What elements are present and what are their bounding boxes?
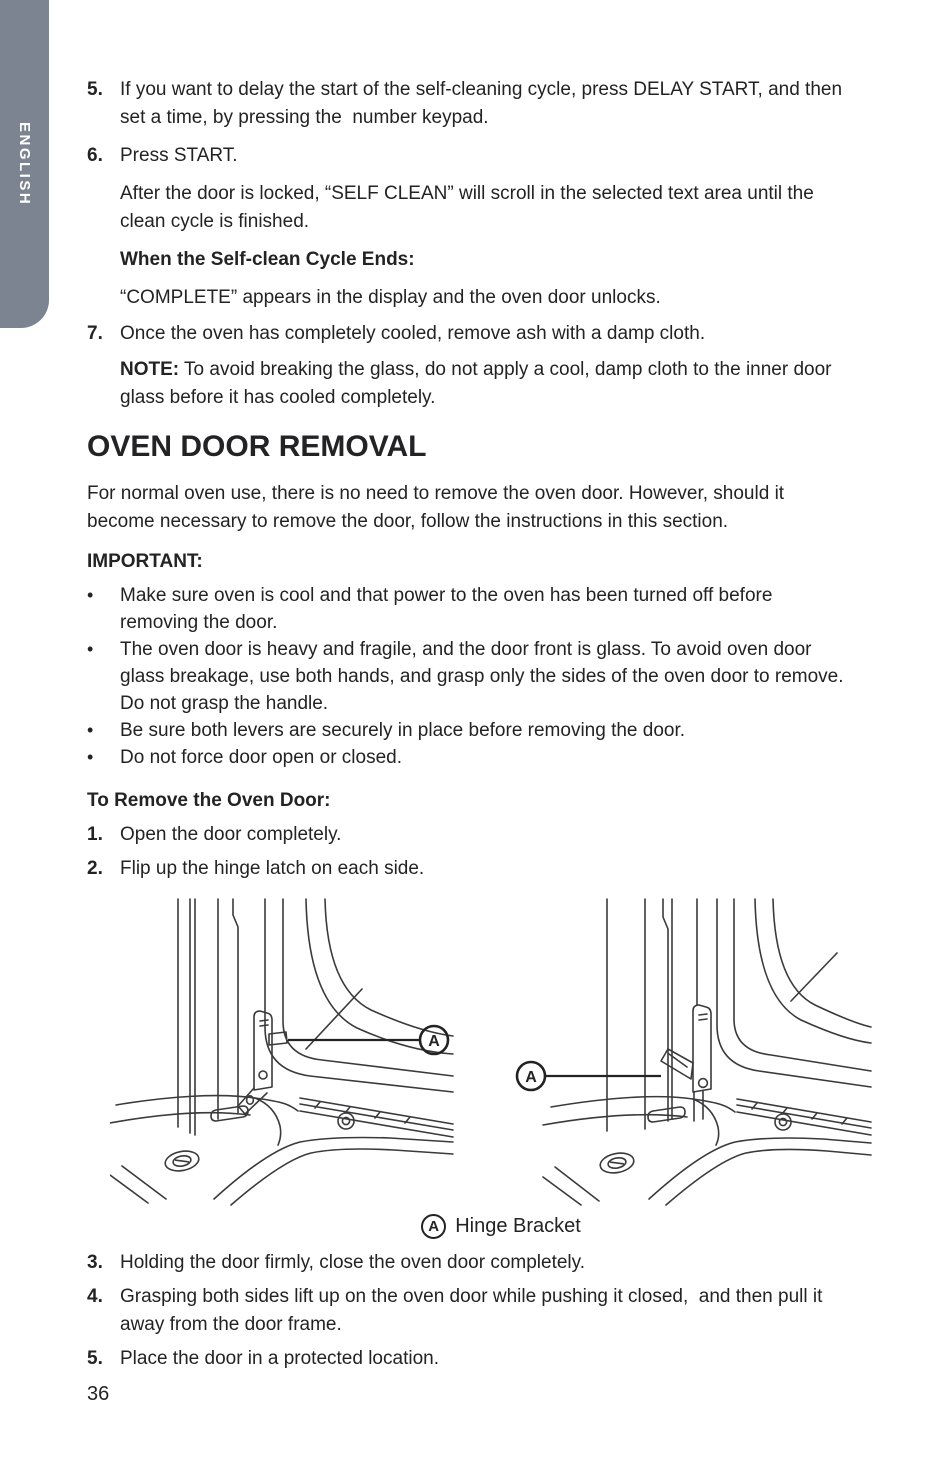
step-number: 1. xyxy=(87,824,103,845)
section-heading: OVEN DOOR REMOVAL xyxy=(87,430,427,463)
language-tab-label: ENGLISH xyxy=(16,121,33,207)
callout-letter: A xyxy=(428,1033,440,1050)
bullet-text: Make sure oven is cool and that power to the oven has been turned off before removing the door. xyxy=(120,585,773,633)
step-item-6 xyxy=(87,142,855,170)
bullet-marker: • xyxy=(87,747,94,767)
page-number: 36 xyxy=(87,1383,110,1405)
hinge-figure xyxy=(87,893,855,1211)
step-number: 5. xyxy=(87,1348,103,1369)
circle-a-icon: A xyxy=(421,1214,446,1239)
bullet-item xyxy=(87,744,855,771)
step-item-2 xyxy=(87,855,855,883)
diagram-right-door-corner xyxy=(515,893,875,1211)
bullet-marker: • xyxy=(87,585,94,605)
callout-letter: A xyxy=(525,1069,537,1086)
section-intro: For normal oven use, there is no need to remove the oven door. However, should it become necessary to remove the door, follow the instructions in this section. xyxy=(87,483,785,532)
bullet-item xyxy=(87,717,855,744)
step-number: 6. xyxy=(87,145,103,166)
step-item-1 xyxy=(87,821,855,849)
step-number: 2. xyxy=(87,858,103,879)
language-tab xyxy=(0,0,49,328)
step-item-3 xyxy=(87,1249,855,1277)
note-text: To avoid breaking the glass, do not apply a cool, damp cloth to the inner door glass before it has cooled completely. xyxy=(120,359,832,408)
step-item-5b xyxy=(87,1345,855,1373)
step-text: Once the oven has completely cooled, remove ash with a damp cloth. xyxy=(120,323,706,344)
bullet-marker: • xyxy=(87,639,94,659)
note-label: NOTE: xyxy=(120,359,180,380)
caption-label: Hinge Bracket xyxy=(455,1215,581,1237)
step-number: 5. xyxy=(87,79,103,100)
note xyxy=(120,356,855,412)
removal-steps-after-figure xyxy=(87,1249,855,1373)
step-text: Open the door completely. xyxy=(120,824,342,845)
callout-a-right xyxy=(517,1062,661,1090)
step-number: 4. xyxy=(87,1286,103,1307)
step-text: If you want to delay the start of the self-cleaning cycle, press DELAY START, and then set a time, by pressing the number keypad. xyxy=(120,79,848,128)
bullet-marker: • xyxy=(87,720,94,740)
step-item-5 xyxy=(87,76,855,132)
step-number: 3. xyxy=(87,1252,103,1273)
important-label: IMPORTANT: xyxy=(87,551,203,572)
subheading-cycle-ends: When the Self-clean Cycle Ends: xyxy=(120,249,415,270)
bullet-text: Be sure both levers are securely in place before removing the door. xyxy=(120,720,686,741)
step-item-4 xyxy=(87,1283,855,1339)
callout-a-left xyxy=(288,1026,448,1054)
bullet-text: The oven door is heavy and fragile, and the door front is glass. To avoid oven door glass breakage, use both hands, and grasp only the sides of the oven door to remove. Do not grasp the handle. xyxy=(120,639,844,714)
step-text: Grasping both sides lift up on the oven door while pushing it closed, and then pull it away from the door frame. xyxy=(120,1286,828,1335)
bullet-item xyxy=(87,636,855,717)
step-item-7 xyxy=(87,320,855,348)
step-text: Press START. xyxy=(120,145,238,166)
step-text: Flip up the hinge latch on each side. xyxy=(120,858,425,879)
bullet-item xyxy=(87,582,855,636)
step-text: Place the door in a protected location. xyxy=(120,1348,439,1369)
bullet-text: Do not force door open or closed. xyxy=(120,747,403,768)
paragraph-after-start: After the door is locked, “SELF CLEAN” will scroll in the selected text area until the clean cycle is finished. xyxy=(120,183,814,232)
bullet-list xyxy=(87,582,855,771)
step-number: 7. xyxy=(87,323,103,344)
figure-caption xyxy=(117,1211,885,1241)
subheading-to-remove: To Remove the Oven Door: xyxy=(87,790,331,811)
diagram-left-door-corner xyxy=(110,893,455,1211)
removal-steps-before-figure xyxy=(87,821,855,883)
step-text: Holding the door firmly, close the oven door completely. xyxy=(120,1252,586,1273)
paragraph-cycle-ends: “COMPLETE” appears in the display and the oven door unlocks. xyxy=(120,287,661,308)
